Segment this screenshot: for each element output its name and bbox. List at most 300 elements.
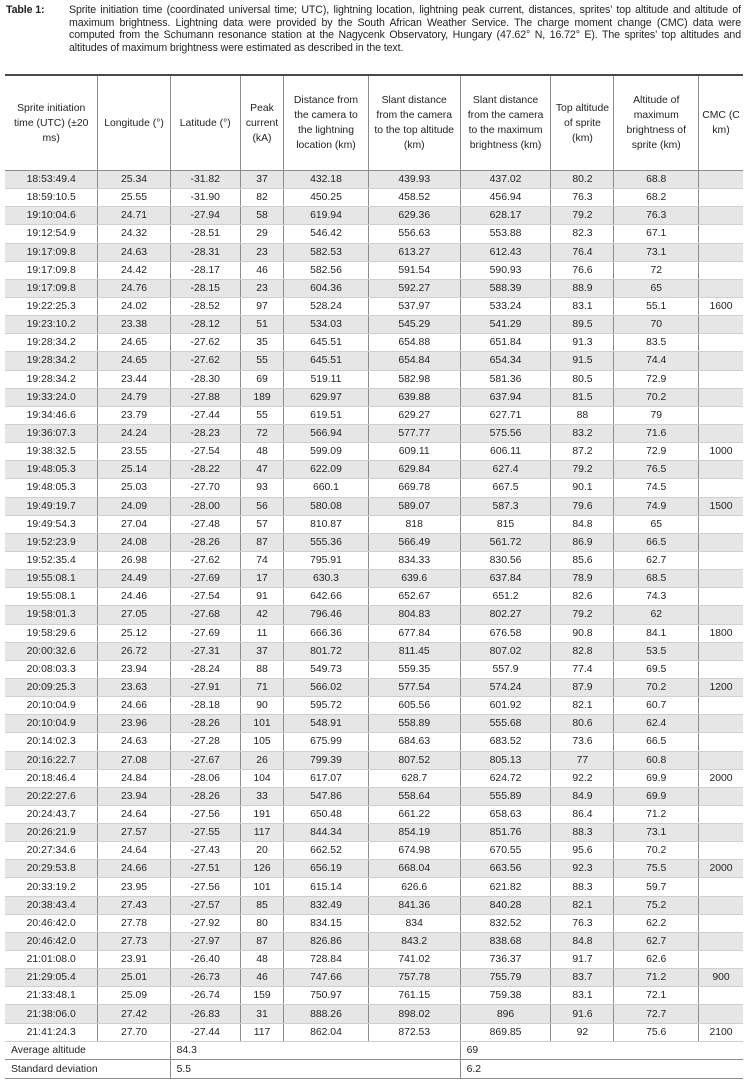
cell-latitude: -28.00 bbox=[170, 497, 240, 515]
col-header-time: Sprite initiation time (UTC) (±20 ms) bbox=[5, 75, 98, 171]
cell-distance: 645.51 bbox=[284, 352, 369, 370]
cell-top-altitude: 80.6 bbox=[551, 715, 614, 733]
cell-slant-max: 606.11 bbox=[460, 443, 551, 461]
table-row bbox=[5, 642, 743, 660]
cell-slant-top: 589.07 bbox=[368, 497, 460, 515]
cell-slant-top: 684.63 bbox=[368, 733, 460, 751]
cell-max-brightness: 71.2 bbox=[614, 969, 699, 987]
cell-time: 20:24:43.7 bbox=[5, 805, 98, 823]
table-body bbox=[5, 171, 743, 1042]
cell-slant-top: 811.45 bbox=[368, 642, 460, 660]
table-caption bbox=[0, 0, 747, 70]
cell-longitude: 23.94 bbox=[98, 787, 170, 805]
cell-slant-top: 761.15 bbox=[368, 987, 460, 1005]
cell-distance: 599.09 bbox=[284, 443, 369, 461]
cell-top-altitude: 90.1 bbox=[551, 479, 614, 497]
cell-longitude: 24.79 bbox=[98, 388, 170, 406]
cell-peak-current: 46 bbox=[240, 261, 283, 279]
table-row bbox=[5, 842, 743, 860]
cell-max-brightness: 70.2 bbox=[614, 842, 699, 860]
cell-cmc: 1500 bbox=[699, 497, 743, 515]
cell-cmc: 2000 bbox=[699, 860, 743, 878]
cell-peak-current: 55 bbox=[240, 352, 283, 370]
cell-latitude: -28.15 bbox=[170, 279, 240, 297]
cell-distance: 844.34 bbox=[284, 824, 369, 842]
cell-latitude: -28.24 bbox=[170, 660, 240, 678]
cell-top-altitude: 82.1 bbox=[551, 896, 614, 914]
cell-distance: 645.51 bbox=[284, 334, 369, 352]
cell-longitude: 23.96 bbox=[98, 715, 170, 733]
cell-peak-current: 159 bbox=[240, 987, 283, 1005]
cell-latitude: -27.88 bbox=[170, 388, 240, 406]
cell-longitude: 24.09 bbox=[98, 497, 170, 515]
cell-latitude: -27.56 bbox=[170, 805, 240, 823]
cell-slant-max: 637.94 bbox=[460, 388, 551, 406]
cell-slant-top: 669.78 bbox=[368, 479, 460, 497]
table-row bbox=[5, 751, 743, 769]
cell-time: 19:28:34.2 bbox=[5, 370, 98, 388]
cell-longitude: 23.63 bbox=[98, 678, 170, 696]
cell-slant-max: 555.89 bbox=[460, 787, 551, 805]
cell-distance: 622.09 bbox=[284, 461, 369, 479]
cell-latitude: -27.43 bbox=[170, 842, 240, 860]
cell-cmc bbox=[699, 951, 743, 969]
cell-time: 19:52:35.4 bbox=[5, 551, 98, 569]
cell-longitude: 27.42 bbox=[98, 1005, 170, 1023]
cell-longitude: 25.14 bbox=[98, 461, 170, 479]
std-label: Standard deviation bbox=[5, 1060, 170, 1079]
cell-max-brightness: 69.9 bbox=[614, 769, 699, 787]
cell-top-altitude: 84.8 bbox=[551, 515, 614, 533]
cell-time: 18:59:10.5 bbox=[5, 189, 98, 207]
cell-peak-current: 56 bbox=[240, 497, 283, 515]
cell-slant-top: 639.88 bbox=[368, 388, 460, 406]
cell-cmc bbox=[699, 533, 743, 551]
cell-distance: 432.18 bbox=[284, 171, 369, 189]
cell-peak-current: 42 bbox=[240, 606, 283, 624]
cell-cmc bbox=[699, 352, 743, 370]
cell-slant-max: 637.84 bbox=[460, 570, 551, 588]
table-row bbox=[5, 551, 743, 569]
cell-longitude: 27.43 bbox=[98, 896, 170, 914]
cell-slant-max: 553.88 bbox=[460, 225, 551, 243]
table-row bbox=[5, 860, 743, 878]
cell-cmc bbox=[699, 225, 743, 243]
cell-distance: 604.36 bbox=[284, 279, 369, 297]
cell-slant-top: 558.89 bbox=[368, 715, 460, 733]
cell-distance: 450.25 bbox=[284, 189, 369, 207]
table-row bbox=[5, 261, 743, 279]
cell-max-brightness: 73.1 bbox=[614, 824, 699, 842]
cell-cmc bbox=[699, 896, 743, 914]
cell-slant-top: 639.6 bbox=[368, 570, 460, 588]
cell-latitude: -26.83 bbox=[170, 1005, 240, 1023]
cell-cmc bbox=[699, 243, 743, 261]
cell-slant-max: 581.36 bbox=[460, 370, 551, 388]
cell-time: 20:22:27.6 bbox=[5, 787, 98, 805]
cell-max-brightness: 75.2 bbox=[614, 896, 699, 914]
cell-max-brightness: 70 bbox=[614, 316, 699, 334]
cell-slant-top: 629.84 bbox=[368, 461, 460, 479]
cell-slant-top: 677.84 bbox=[368, 624, 460, 642]
cell-top-altitude: 87.2 bbox=[551, 443, 614, 461]
cell-cmc bbox=[699, 279, 743, 297]
cell-max-brightness: 66.5 bbox=[614, 533, 699, 551]
cell-slant-max: 574.24 bbox=[460, 678, 551, 696]
col-header-distance: Distance from the camera to the lightning location (km) bbox=[284, 75, 369, 171]
cell-slant-top: 804.83 bbox=[368, 606, 460, 624]
cell-time: 19:23:10.2 bbox=[5, 316, 98, 334]
cell-cmc bbox=[699, 824, 743, 842]
cell-max-brightness: 62.7 bbox=[614, 932, 699, 950]
cell-longitude: 24.64 bbox=[98, 842, 170, 860]
cell-max-brightness: 59.7 bbox=[614, 878, 699, 896]
cell-max-brightness: 67.1 bbox=[614, 225, 699, 243]
cell-slant-top: 592.27 bbox=[368, 279, 460, 297]
table-row bbox=[5, 352, 743, 370]
cell-latitude: -28.51 bbox=[170, 225, 240, 243]
cell-max-brightness: 74.3 bbox=[614, 588, 699, 606]
cell-max-brightness: 68.8 bbox=[614, 171, 699, 189]
table-row bbox=[5, 805, 743, 823]
cell-latitude: -31.82 bbox=[170, 171, 240, 189]
col-header-cmc: CMC (C km) bbox=[699, 75, 743, 171]
table-row bbox=[5, 914, 743, 932]
cell-slant-top: 545.29 bbox=[368, 316, 460, 334]
average-label: Average altitude bbox=[5, 1041, 170, 1060]
cell-top-altitude: 79.2 bbox=[551, 207, 614, 225]
table-row bbox=[5, 533, 743, 551]
table-row bbox=[5, 279, 743, 297]
table-row bbox=[5, 896, 743, 914]
cell-peak-current: 48 bbox=[240, 951, 283, 969]
cell-peak-current: 87 bbox=[240, 932, 283, 950]
cell-max-brightness: 72.7 bbox=[614, 1005, 699, 1023]
cell-longitude: 24.66 bbox=[98, 860, 170, 878]
cell-time: 21:29:05.4 bbox=[5, 969, 98, 987]
cell-cmc bbox=[699, 697, 743, 715]
cell-slant-max: 533.24 bbox=[460, 297, 551, 315]
cell-top-altitude: 79.2 bbox=[551, 606, 614, 624]
cell-latitude: -27.62 bbox=[170, 551, 240, 569]
cell-peak-current: 17 bbox=[240, 570, 283, 588]
col-header-peak-current: Peak current (kA) bbox=[240, 75, 283, 171]
cell-longitude: 25.34 bbox=[98, 171, 170, 189]
table-row bbox=[5, 406, 743, 424]
cell-longitude: 27.08 bbox=[98, 751, 170, 769]
cell-distance: 834.15 bbox=[284, 914, 369, 932]
caption-label: Table 1: bbox=[6, 4, 45, 16]
cell-slant-top: 629.36 bbox=[368, 207, 460, 225]
cell-cmc bbox=[699, 588, 743, 606]
cell-max-brightness: 84.1 bbox=[614, 624, 699, 642]
cell-peak-current: 20 bbox=[240, 842, 283, 860]
cell-slant-max: 651.2 bbox=[460, 588, 551, 606]
cell-top-altitude: 82.3 bbox=[551, 225, 614, 243]
cell-latitude: -27.69 bbox=[170, 624, 240, 642]
cell-peak-current: 74 bbox=[240, 551, 283, 569]
cell-latitude: -27.68 bbox=[170, 606, 240, 624]
cell-time: 21:41:24.3 bbox=[5, 1023, 98, 1041]
cell-cmc bbox=[699, 660, 743, 678]
cell-max-brightness: 72 bbox=[614, 261, 699, 279]
cell-time: 19:38:32.5 bbox=[5, 443, 98, 461]
table-row bbox=[5, 424, 743, 442]
cell-time: 20:18:46.4 bbox=[5, 769, 98, 787]
cell-peak-current: 88 bbox=[240, 660, 283, 678]
cell-slant-max: 437.02 bbox=[460, 171, 551, 189]
cell-slant-top: 834.33 bbox=[368, 551, 460, 569]
cell-longitude: 23.55 bbox=[98, 443, 170, 461]
cell-cmc bbox=[699, 461, 743, 479]
cell-slant-top: 537.97 bbox=[368, 297, 460, 315]
cell-longitude: 24.65 bbox=[98, 334, 170, 352]
cell-cmc: 1600 bbox=[699, 297, 743, 315]
cell-peak-current: 11 bbox=[240, 624, 283, 642]
table-row bbox=[5, 1005, 743, 1023]
cell-slant-max: 621.82 bbox=[460, 878, 551, 896]
cell-top-altitude: 82.6 bbox=[551, 588, 614, 606]
cell-top-altitude: 76.6 bbox=[551, 261, 614, 279]
cell-peak-current: 101 bbox=[240, 878, 283, 896]
cell-latitude: -28.23 bbox=[170, 424, 240, 442]
cell-cmc: 1000 bbox=[699, 443, 743, 461]
table-row bbox=[5, 479, 743, 497]
cell-longitude: 27.70 bbox=[98, 1023, 170, 1041]
cell-top-altitude: 86.4 bbox=[551, 805, 614, 823]
cell-slant-max: 802.27 bbox=[460, 606, 551, 624]
cell-time: 20:09:25.3 bbox=[5, 678, 98, 696]
cell-longitude: 24.66 bbox=[98, 697, 170, 715]
cell-slant-top: 654.88 bbox=[368, 334, 460, 352]
cell-longitude: 24.63 bbox=[98, 733, 170, 751]
cell-max-brightness: 68.5 bbox=[614, 570, 699, 588]
cell-peak-current: 23 bbox=[240, 279, 283, 297]
cell-cmc bbox=[699, 805, 743, 823]
cell-top-altitude: 95.6 bbox=[551, 842, 614, 860]
table-row bbox=[5, 171, 743, 189]
cell-slant-top: 668.04 bbox=[368, 860, 460, 878]
table-row bbox=[5, 606, 743, 624]
cell-time: 20:26:21.9 bbox=[5, 824, 98, 842]
cell-slant-top: 841.36 bbox=[368, 896, 460, 914]
cell-longitude: 26.98 bbox=[98, 551, 170, 569]
header-row bbox=[5, 75, 743, 171]
cell-max-brightness: 76.5 bbox=[614, 461, 699, 479]
cell-time: 19:55:08.1 bbox=[5, 588, 98, 606]
cell-distance: 595.72 bbox=[284, 697, 369, 715]
cell-longitude: 23.91 bbox=[98, 951, 170, 969]
cell-cmc bbox=[699, 479, 743, 497]
cell-longitude: 24.46 bbox=[98, 588, 170, 606]
table-row bbox=[5, 678, 743, 696]
cell-top-altitude: 88.9 bbox=[551, 279, 614, 297]
caption-text: Sprite initiation time (coordinated universal time; UTC), lightning location, lightning peak current, distances, sprites’ top altitude and altitude of maximum brightness. Lightning data were provided by the South African Weather Service. The charge moment change (CMC) data were computed from the Schumann resonance station at the Nagycenk Observatory, Hungary (47.62° N, 16.72° E). The sprites’ top altitudes and altitudes of maximum brightness were estimated as described in the text. bbox=[69, 4, 741, 54]
average-max-brightness: 69 bbox=[460, 1041, 743, 1060]
cell-cmc: 1800 bbox=[699, 624, 743, 642]
cell-top-altitude: 91.3 bbox=[551, 334, 614, 352]
cell-slant-top: 559.35 bbox=[368, 660, 460, 678]
cell-slant-max: 832.52 bbox=[460, 914, 551, 932]
cell-max-brightness: 75.5 bbox=[614, 860, 699, 878]
cell-cmc bbox=[699, 189, 743, 207]
cell-latitude: -27.44 bbox=[170, 406, 240, 424]
table-row bbox=[5, 334, 743, 352]
cell-time: 20:29:53.8 bbox=[5, 860, 98, 878]
cell-max-brightness: 60.8 bbox=[614, 751, 699, 769]
cell-cmc bbox=[699, 606, 743, 624]
cell-latitude: -26.40 bbox=[170, 951, 240, 969]
cell-distance: 617.07 bbox=[284, 769, 369, 787]
cell-peak-current: 85 bbox=[240, 896, 283, 914]
cell-longitude: 24.65 bbox=[98, 352, 170, 370]
cell-peak-current: 33 bbox=[240, 787, 283, 805]
cell-slant-max: 667.5 bbox=[460, 479, 551, 497]
cell-distance: 862.04 bbox=[284, 1023, 369, 1041]
cell-top-altitude: 88.3 bbox=[551, 824, 614, 842]
table-row bbox=[5, 697, 743, 715]
cell-cmc bbox=[699, 424, 743, 442]
cell-time: 20:00:32.6 bbox=[5, 642, 98, 660]
cell-peak-current: 58 bbox=[240, 207, 283, 225]
cell-top-altitude: 84.8 bbox=[551, 932, 614, 950]
cell-peak-current: 105 bbox=[240, 733, 283, 751]
cell-latitude: -28.31 bbox=[170, 243, 240, 261]
cell-peak-current: 51 bbox=[240, 316, 283, 334]
table-row bbox=[5, 207, 743, 225]
cell-cmc bbox=[699, 751, 743, 769]
cell-max-brightness: 71.2 bbox=[614, 805, 699, 823]
cell-slant-top: 629.27 bbox=[368, 406, 460, 424]
cell-latitude: -27.51 bbox=[170, 860, 240, 878]
cell-latitude: -27.28 bbox=[170, 733, 240, 751]
cell-time: 20:10:04.9 bbox=[5, 697, 98, 715]
cell-time: 21:01:08.0 bbox=[5, 951, 98, 969]
table-row bbox=[5, 297, 743, 315]
cell-slant-max: 627.4 bbox=[460, 461, 551, 479]
cell-max-brightness: 62.4 bbox=[614, 715, 699, 733]
cell-slant-max: 805.13 bbox=[460, 751, 551, 769]
cell-peak-current: 191 bbox=[240, 805, 283, 823]
average-top-altitude: 84.3 bbox=[170, 1041, 460, 1060]
cell-time: 18:53:49.4 bbox=[5, 171, 98, 189]
col-header-latitude: Latitude (°) bbox=[170, 75, 240, 171]
table-row bbox=[5, 624, 743, 642]
cell-distance: 799.39 bbox=[284, 751, 369, 769]
cell-slant-top: 652.67 bbox=[368, 588, 460, 606]
cell-top-altitude: 92.3 bbox=[551, 860, 614, 878]
cell-top-altitude: 81.5 bbox=[551, 388, 614, 406]
cell-time: 19:10:04.6 bbox=[5, 207, 98, 225]
cell-distance: 750.97 bbox=[284, 987, 369, 1005]
cell-time: 19:36:07.3 bbox=[5, 424, 98, 442]
cell-slant-top: 757.78 bbox=[368, 969, 460, 987]
cell-longitude: 23.94 bbox=[98, 660, 170, 678]
cell-slant-top: 582.98 bbox=[368, 370, 460, 388]
cell-max-brightness: 83.5 bbox=[614, 334, 699, 352]
cell-slant-top: 898.02 bbox=[368, 1005, 460, 1023]
cell-time: 19:17:09.8 bbox=[5, 243, 98, 261]
cell-top-altitude: 76.4 bbox=[551, 243, 614, 261]
cell-latitude: -27.44 bbox=[170, 1023, 240, 1041]
cell-slant-top: 834 bbox=[368, 914, 460, 932]
cell-top-altitude: 89.5 bbox=[551, 316, 614, 334]
cell-longitude: 24.49 bbox=[98, 570, 170, 588]
cell-latitude: -27.91 bbox=[170, 678, 240, 696]
cell-time: 19:12:54.9 bbox=[5, 225, 98, 243]
cell-time: 19:22:25.3 bbox=[5, 297, 98, 315]
cell-max-brightness: 76.3 bbox=[614, 207, 699, 225]
cell-cmc bbox=[699, 642, 743, 660]
cell-latitude: -31.90 bbox=[170, 189, 240, 207]
cell-distance: 582.56 bbox=[284, 261, 369, 279]
cell-slant-top: 439.93 bbox=[368, 171, 460, 189]
std-max-brightness: 6.2 bbox=[460, 1060, 743, 1079]
cell-slant-max: 658.63 bbox=[460, 805, 551, 823]
cell-peak-current: 46 bbox=[240, 969, 283, 987]
cell-distance: 534.03 bbox=[284, 316, 369, 334]
cell-slant-top: 613.27 bbox=[368, 243, 460, 261]
cell-cmc bbox=[699, 914, 743, 932]
cell-latitude: -28.26 bbox=[170, 715, 240, 733]
cell-peak-current: 82 bbox=[240, 189, 283, 207]
cell-peak-current: 23 bbox=[240, 243, 283, 261]
cell-slant-max: 896 bbox=[460, 1005, 551, 1023]
cell-longitude: 25.03 bbox=[98, 479, 170, 497]
cell-top-altitude: 77 bbox=[551, 751, 614, 769]
cell-slant-max: 759.38 bbox=[460, 987, 551, 1005]
cell-top-altitude: 73.6 bbox=[551, 733, 614, 751]
cell-peak-current: 117 bbox=[240, 824, 283, 842]
cell-peak-current: 29 bbox=[240, 225, 283, 243]
cell-cmc bbox=[699, 406, 743, 424]
cell-top-altitude: 92.2 bbox=[551, 769, 614, 787]
cell-peak-current: 87 bbox=[240, 533, 283, 551]
cell-longitude: 25.09 bbox=[98, 987, 170, 1005]
cell-cmc bbox=[699, 171, 743, 189]
table-row bbox=[5, 769, 743, 787]
table-row bbox=[5, 951, 743, 969]
cell-slant-max: 590.93 bbox=[460, 261, 551, 279]
cell-peak-current: 31 bbox=[240, 1005, 283, 1023]
cell-time: 19:17:09.8 bbox=[5, 261, 98, 279]
cell-slant-top: 558.64 bbox=[368, 787, 460, 805]
cell-max-brightness: 69.9 bbox=[614, 787, 699, 805]
cell-top-altitude: 83.2 bbox=[551, 424, 614, 442]
cell-slant-top: 609.11 bbox=[368, 443, 460, 461]
cell-distance: 810.87 bbox=[284, 515, 369, 533]
cell-max-brightness: 66.5 bbox=[614, 733, 699, 751]
cell-slant-max: 541.29 bbox=[460, 316, 551, 334]
cell-max-brightness: 73.1 bbox=[614, 243, 699, 261]
cell-longitude: 24.32 bbox=[98, 225, 170, 243]
cell-peak-current: 69 bbox=[240, 370, 283, 388]
table-row bbox=[5, 243, 743, 261]
cell-latitude: -28.26 bbox=[170, 533, 240, 551]
cell-peak-current: 37 bbox=[240, 642, 283, 660]
cell-distance: 630.3 bbox=[284, 570, 369, 588]
cell-slant-top: 807.52 bbox=[368, 751, 460, 769]
cell-latitude: -27.54 bbox=[170, 588, 240, 606]
table-row bbox=[5, 225, 743, 243]
cell-distance: 619.51 bbox=[284, 406, 369, 424]
cell-cmc bbox=[699, 515, 743, 533]
cell-distance: 747.66 bbox=[284, 969, 369, 987]
cell-distance: 662.52 bbox=[284, 842, 369, 860]
cell-slant-max: 676.58 bbox=[460, 624, 551, 642]
cell-latitude: -27.69 bbox=[170, 570, 240, 588]
cell-latitude: -28.26 bbox=[170, 787, 240, 805]
